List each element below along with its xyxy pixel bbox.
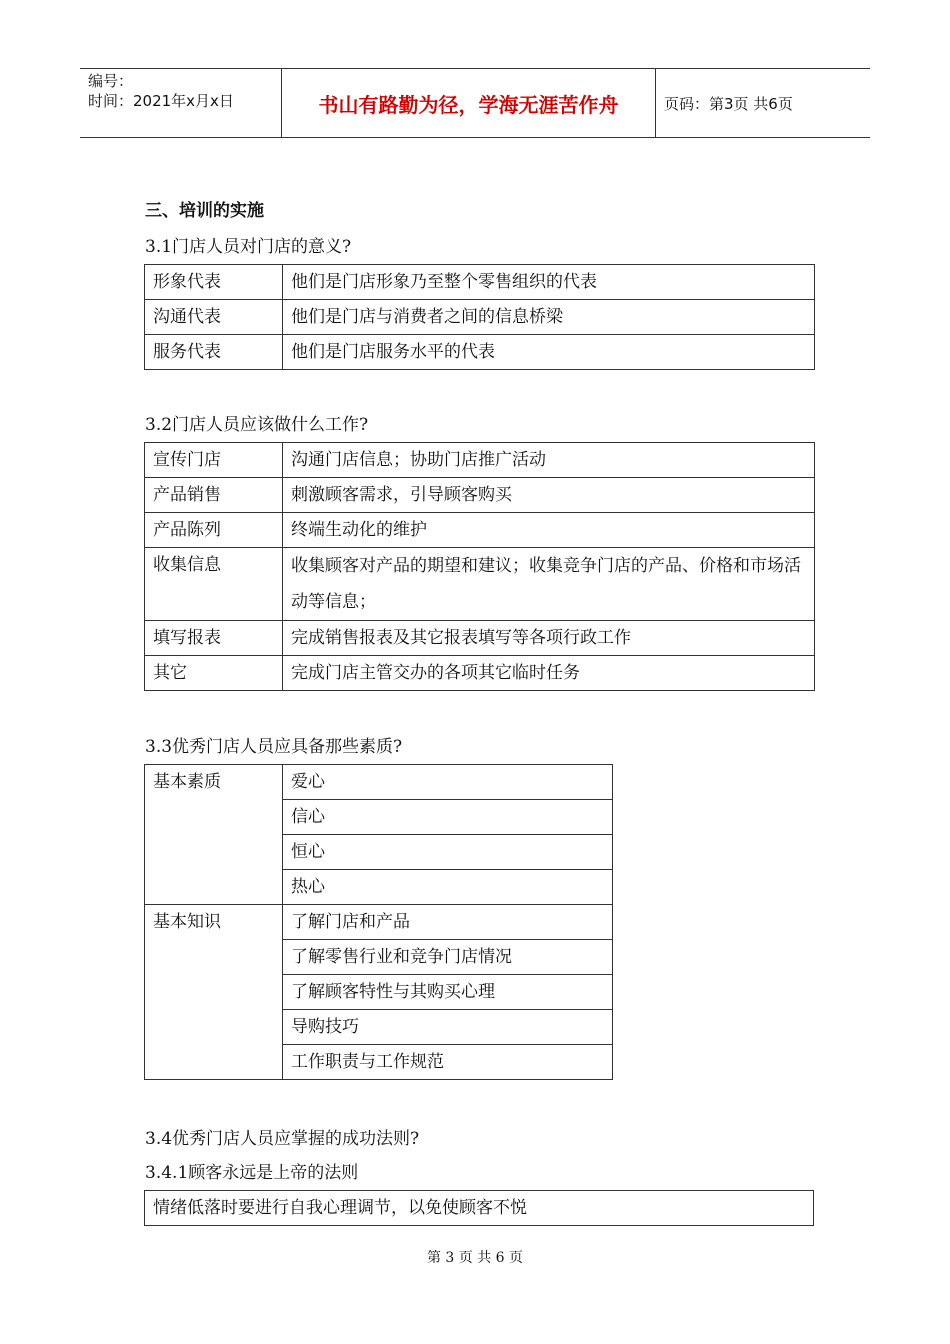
table-row — [145, 621, 815, 656]
table-row — [145, 513, 815, 548]
table-3-1 — [144, 264, 815, 370]
row-key: 产品陈列 — [145, 513, 283, 548]
row-key: 收集信息 — [145, 548, 283, 621]
group-item: 了解零售行业和竞争门店情况 — [283, 940, 613, 975]
table-3-3 — [144, 764, 613, 1080]
row-value: 收集顾客对产品的期望和建议；收集竞争门店的产品、价格和市场活动等信息； — [283, 548, 815, 621]
row-value: 情绪低落时要进行自我心理调节，以免使顾客不悦 — [145, 1191, 814, 1226]
row-key: 沟通代表 — [145, 300, 283, 335]
question-3-3-title: 3.3优秀门店人员应具备那些素质? — [145, 737, 403, 757]
group-item: 了解顾客特性与其购买心理 — [283, 975, 613, 1010]
table-row — [145, 265, 815, 300]
page-footer: 第 3 页 共 6 页 — [426, 1250, 524, 1266]
table-row — [145, 765, 613, 800]
table-row — [145, 443, 815, 478]
doc-number-label: 编号： — [88, 72, 134, 90]
group-key: 基本知识 — [145, 905, 283, 1080]
question-3-1-title: 3.1门店人员对门店的意义? — [145, 237, 352, 257]
row-value: 完成销售报表及其它报表填写等各项行政工作 — [283, 621, 815, 656]
group-item: 恒心 — [283, 835, 613, 870]
row-value: 他们是门店与消费者之间的信息桥梁 — [283, 300, 815, 335]
table-row — [145, 335, 815, 370]
table-row — [145, 905, 613, 940]
row-key: 形象代表 — [145, 265, 283, 300]
row-key: 填写报表 — [145, 621, 283, 656]
group-item: 工作职责与工作规范 — [283, 1045, 613, 1080]
table-row — [145, 548, 815, 621]
question-3-2-title: 3.2门店人员应该做什么工作? — [145, 415, 369, 435]
group-item: 信心 — [283, 800, 613, 835]
row-value: 完成门店主管交办的各项其它临时任务 — [283, 656, 815, 691]
row-value: 他们是门店服务水平的代表 — [283, 335, 815, 370]
header-left — [88, 71, 234, 111]
table-row — [145, 656, 815, 691]
table-3-4-1 — [144, 1190, 814, 1226]
group-item: 爱心 — [283, 765, 613, 800]
row-value: 他们是门店形象乃至整个零售组织的代表 — [283, 265, 815, 300]
row-key: 其它 — [145, 656, 283, 691]
table-row — [145, 478, 815, 513]
row-value: 刺激顾客需求，引导顾客购买 — [283, 478, 815, 513]
section-title: 三、培训的实施 — [145, 201, 264, 221]
group-item: 热心 — [283, 870, 613, 905]
table-row — [145, 300, 815, 335]
question-3-4-title: 3.4优秀门店人员应掌握的成功法则? — [145, 1129, 420, 1149]
question-3-4-1-title: 3.4.1顾客永远是上帝的法则 — [145, 1163, 359, 1183]
group-key: 基本素质 — [145, 765, 283, 905]
group-item: 了解门店和产品 — [283, 905, 613, 940]
row-value: 沟通门店信息；协助门店推广活动 — [283, 443, 815, 478]
row-key: 产品销售 — [145, 478, 283, 513]
header-motto: 书山有路勤为径，学海无涯苦作舟 — [281, 69, 656, 137]
row-key: 服务代表 — [145, 335, 283, 370]
page-header — [80, 68, 870, 138]
table-3-2 — [144, 442, 815, 691]
header-page-info: 页码：第3页 共6页 — [664, 95, 793, 113]
table-row — [145, 1191, 814, 1226]
group-item: 导购技巧 — [283, 1010, 613, 1045]
doc-time-label: 时间：2021年x月x日 — [88, 92, 234, 110]
row-key: 宣传门店 — [145, 443, 283, 478]
row-value: 终端生动化的维护 — [283, 513, 815, 548]
